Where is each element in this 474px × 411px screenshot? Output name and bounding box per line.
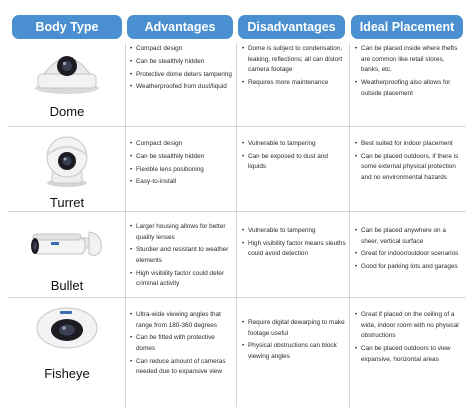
header-body-type: Body Type bbox=[12, 15, 122, 39]
list-item: • High visibility factor could deter criminal activity bbox=[130, 269, 232, 290]
placement-cell bbox=[355, 44, 463, 101]
header-advantages: Advantages bbox=[127, 15, 233, 39]
fisheye-camera-icon bbox=[30, 304, 104, 352]
list-item: • Great for indoor/outdoor scenarios bbox=[355, 249, 463, 260]
camera-cell-fisheye bbox=[12, 298, 122, 408]
list-item: • Requires more maintenance bbox=[242, 78, 346, 89]
placement-cell bbox=[355, 139, 463, 186]
table-row-bullet bbox=[0, 212, 474, 297]
list-item: • Can be placed outdoors to view expansive, horizontal areas bbox=[355, 344, 463, 365]
list-item: • Good for parking lots and garages bbox=[355, 262, 463, 273]
list-item: • Weatherproofed from dust/liquid bbox=[130, 82, 232, 93]
table-row-fisheye bbox=[0, 298, 474, 408]
list-item: • Can reduce amount of cameras needed due to expansive view bbox=[130, 357, 232, 378]
disadvantages-cell bbox=[242, 139, 346, 175]
camera-cell-dome bbox=[12, 40, 122, 126]
list-item: • Can be fitted with protective domes bbox=[130, 333, 232, 354]
camera-cell-turret bbox=[12, 127, 122, 211]
dome-camera-icon bbox=[30, 44, 104, 96]
list-item: • Physical obstructions can block viewing angles bbox=[242, 341, 346, 362]
list-item: • Can be placed anywhere on a sheer, vertical surface bbox=[355, 226, 463, 247]
list-item: • Larger housing allows for better quality lenses bbox=[130, 222, 232, 243]
header-ideal-placement: Ideal Placement bbox=[351, 15, 463, 39]
camera-cell-bullet bbox=[12, 212, 122, 297]
disadvantages-cell bbox=[242, 44, 346, 91]
list-item: • Best suited for indoor placement bbox=[355, 139, 463, 150]
list-item: • Compact design bbox=[130, 44, 232, 55]
list-item: • Great if placed on the ceiling of a wide, indoor room with no physical obstructions bbox=[355, 310, 463, 342]
list-item: • High visibility factor means sleuths could avoid detection bbox=[242, 239, 346, 260]
list-item: • Vulnerable to tampering bbox=[242, 226, 346, 237]
list-item: • Can be placed inside where thefts are common like retail stores, banks, etc. bbox=[355, 44, 463, 76]
list-item: • Can be stealthily hidden bbox=[130, 152, 232, 163]
camera-name: Dome bbox=[49, 104, 85, 119]
camera-name: Bullet bbox=[50, 278, 84, 293]
advantages-cell bbox=[130, 139, 232, 190]
list-item: • Dome is subject to condensation, leaking, reflections; all can distort camera footage bbox=[242, 44, 346, 76]
camera-name: Fisheye bbox=[44, 366, 90, 381]
advantages-cell bbox=[130, 310, 232, 380]
list-item: • Easy-to-install bbox=[130, 177, 232, 188]
list-item: • Ultra-wide viewing angles that range from 180-360 degrees bbox=[130, 310, 232, 331]
table-header bbox=[0, 15, 474, 39]
list-item: • Sturdier and resistant to weather elements bbox=[130, 245, 232, 266]
table-row-turret bbox=[0, 127, 474, 211]
header-disadvantages: Disadvantages bbox=[238, 15, 345, 39]
disadvantages-cell bbox=[242, 318, 346, 365]
list-item: • Can be exposed to dust and liquids bbox=[242, 152, 346, 173]
disadvantages-cell bbox=[242, 226, 346, 262]
camera-name: Turret bbox=[49, 195, 85, 210]
placement-cell bbox=[355, 226, 463, 275]
advantages-cell bbox=[130, 222, 232, 292]
list-item: • Require digital dewarping to make footage useful bbox=[242, 318, 346, 339]
list-item: • Weatherproofing also allows for outside placement bbox=[355, 78, 463, 99]
placement-cell bbox=[355, 310, 463, 367]
table-row-dome bbox=[0, 40, 474, 126]
bullet-camera-icon bbox=[26, 228, 108, 272]
list-item: • Can be stealthily hidden bbox=[130, 57, 232, 68]
advantages-cell bbox=[130, 44, 232, 95]
list-item: • Protective dome deters tampering bbox=[130, 70, 232, 81]
list-item: • Vulnerable to tampering bbox=[242, 139, 346, 150]
list-item: • Can be placed outdoors, if there is some external physical protection and no environmental hazards bbox=[355, 152, 463, 184]
list-item: • Compact design bbox=[130, 139, 232, 150]
list-item: • Flexible lens positioning bbox=[130, 165, 232, 176]
turret-camera-icon bbox=[30, 131, 104, 191]
